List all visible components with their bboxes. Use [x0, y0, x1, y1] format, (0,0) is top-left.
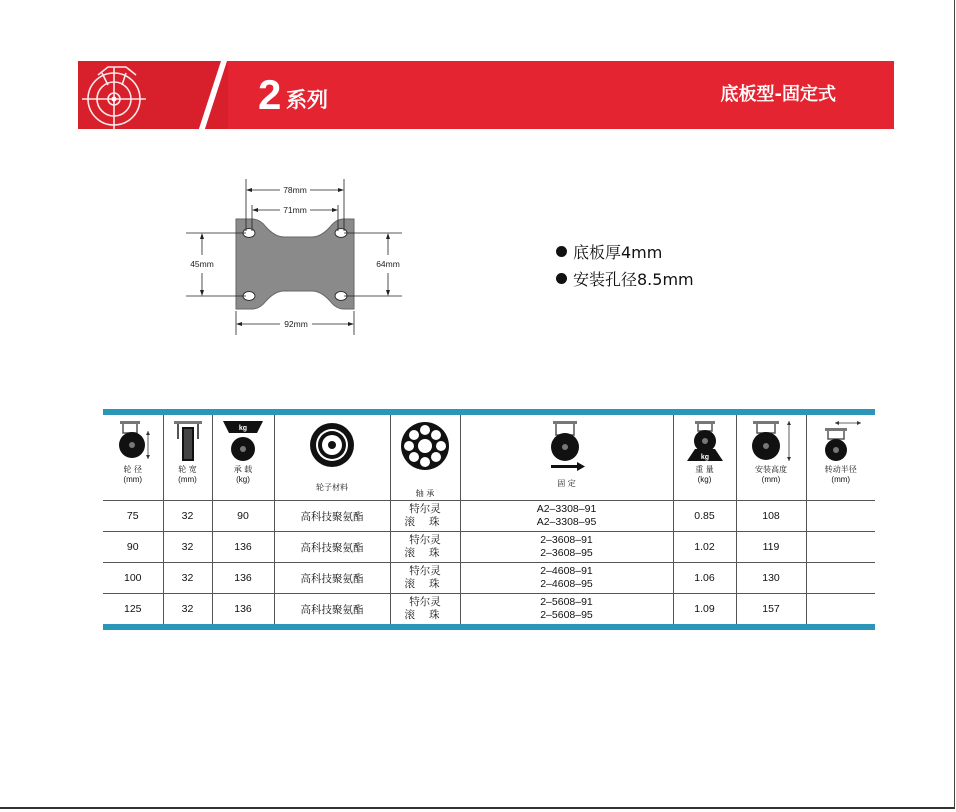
wheel-width-icon: [168, 419, 208, 463]
cell-weight: 1.06: [673, 563, 736, 594]
series-number: 2: [258, 71, 282, 118]
col-wheel-material: [274, 415, 390, 501]
model-number: 2–3608–95: [540, 547, 593, 559]
header-label: 轮 径: [123, 465, 143, 474]
cell-fixed-model: [460, 594, 673, 625]
header-unit: (kg): [697, 475, 712, 484]
cell-height: 157: [736, 594, 806, 625]
dim-base-width: 92mm: [284, 319, 308, 329]
table-bottom-rule: [103, 624, 875, 630]
cell-width: 32: [163, 563, 212, 594]
cell-diameter: 75: [103, 501, 163, 532]
top-plate-diagram: [180, 175, 420, 345]
bearing-icon: [398, 419, 452, 475]
bearing-type: 滚珠: [404, 547, 454, 559]
dim-left-spacing: 45mm: [190, 259, 214, 269]
load-capacity-icon: [219, 419, 267, 463]
spec-table: [103, 415, 875, 624]
col-fixed: [460, 415, 673, 501]
col-wheel-width: [163, 415, 212, 501]
header-label: 轮子材料: [316, 483, 348, 492]
cell-material: 高科技聚氨酯: [274, 532, 390, 563]
cell-bearing: [390, 563, 460, 594]
series-word: 系列: [286, 88, 328, 112]
model-number: A2–3308–95: [536, 516, 597, 528]
cell-fixed-model: [460, 532, 673, 563]
kg-badge: kg: [238, 425, 248, 432]
cell-fixed-model: [460, 501, 673, 532]
header-label: 重 量: [695, 465, 714, 474]
plate-specs: [556, 238, 694, 292]
table-row: [103, 532, 875, 563]
header-unit: (mm): [831, 475, 851, 484]
cell-bearing: [390, 501, 460, 532]
cell-fixed-model: [460, 563, 673, 594]
wheel-material-icon: [307, 419, 357, 475]
cell-diameter: 125: [103, 594, 163, 625]
col-mounting-height: [736, 415, 806, 501]
bullet-icon: [556, 273, 567, 284]
table-row: [103, 501, 875, 532]
bullet-icon: [556, 246, 567, 257]
header-unit: (mm): [761, 475, 781, 484]
cell-radius: [806, 501, 875, 532]
dim-right-spacing: 64mm: [376, 259, 400, 269]
bearing-type: 特尔灵: [409, 596, 441, 608]
cell-width: 32: [163, 594, 212, 625]
cell-radius: [806, 563, 875, 594]
header-label: 轮 宽: [178, 465, 197, 474]
cell-bearing: [390, 532, 460, 563]
bearing-type: 特尔灵: [409, 534, 441, 546]
col-wheel-diameter: [103, 415, 163, 501]
bearing-type: 滚珠: [404, 578, 454, 590]
bearing-type: 特尔灵: [409, 503, 441, 515]
spec-item: [556, 238, 694, 265]
header-unit: (mm): [178, 475, 197, 484]
header-label: 轴 承: [415, 489, 435, 498]
cell-weight: 1.02: [673, 532, 736, 563]
kg-badge: kg: [700, 454, 709, 461]
header-unit: (mm): [123, 475, 143, 484]
cell-diameter: 90: [103, 532, 163, 563]
header-label: 承 载: [233, 465, 253, 474]
cell-diameter: 100: [103, 563, 163, 594]
cell-material: 高科技聚氨酯: [274, 594, 390, 625]
fixed-caster-icon: [545, 419, 589, 473]
cell-height: 108: [736, 501, 806, 532]
caster-type-title: 底板型-固定式: [720, 84, 836, 105]
header-label: 安装高度: [755, 465, 787, 474]
swivel-radius-icon: [815, 419, 867, 463]
cell-width: 32: [163, 501, 212, 532]
cell-weight: 0.85: [673, 501, 736, 532]
col-bearing: [390, 415, 460, 501]
model-number: 2–5608–95: [540, 609, 593, 621]
spec-text: 安装孔径8.5mm: [573, 270, 694, 289]
table-row: [103, 594, 875, 625]
bearing-type: 滚珠: [404, 609, 454, 621]
dim-outer-width: 78mm: [283, 185, 307, 195]
col-load-capacity: [212, 415, 274, 501]
cell-load: 136: [212, 594, 274, 625]
spec-item: [556, 265, 694, 292]
bearing-type: 特尔灵: [409, 565, 441, 577]
header-label: 转动半径: [824, 465, 857, 474]
table-row: [103, 563, 875, 594]
cell-radius: [806, 532, 875, 563]
dim-hole-spacing: 71mm: [283, 205, 307, 215]
cell-height: 119: [736, 532, 806, 563]
model-number: 2–4608–95: [540, 578, 593, 590]
weight-icon: [681, 419, 729, 463]
cell-load: 136: [212, 563, 274, 594]
cell-weight: 1.09: [673, 594, 736, 625]
header-label: 固 定: [557, 479, 576, 488]
col-weight: [673, 415, 736, 501]
series-banner: [78, 61, 894, 129]
table-header-row: [103, 415, 875, 501]
cell-material: 高科技聚氨酯: [274, 501, 390, 532]
cell-bearing: [390, 594, 460, 625]
cell-radius: [806, 594, 875, 625]
header-unit: (kg): [236, 475, 250, 484]
bearing-type: 滚珠: [404, 516, 454, 528]
model-number: 2–3608–91: [540, 534, 593, 546]
mounting-height-icon: [743, 419, 799, 463]
spec-text: 底板厚4mm: [573, 243, 663, 262]
col-swivel-radius: [806, 415, 875, 501]
model-number: A2–3308–91: [536, 503, 597, 515]
model-number: 2–5608–91: [540, 596, 593, 608]
wheel-diameter-icon: [110, 419, 156, 463]
cell-width: 32: [163, 532, 212, 563]
cell-height: 130: [736, 563, 806, 594]
model-number: 2–4608–91: [540, 565, 593, 577]
cell-load: 136: [212, 532, 274, 563]
cell-load: 90: [212, 501, 274, 532]
spec-table-container: [103, 409, 875, 630]
cell-material: 高科技聚氨酯: [274, 563, 390, 594]
